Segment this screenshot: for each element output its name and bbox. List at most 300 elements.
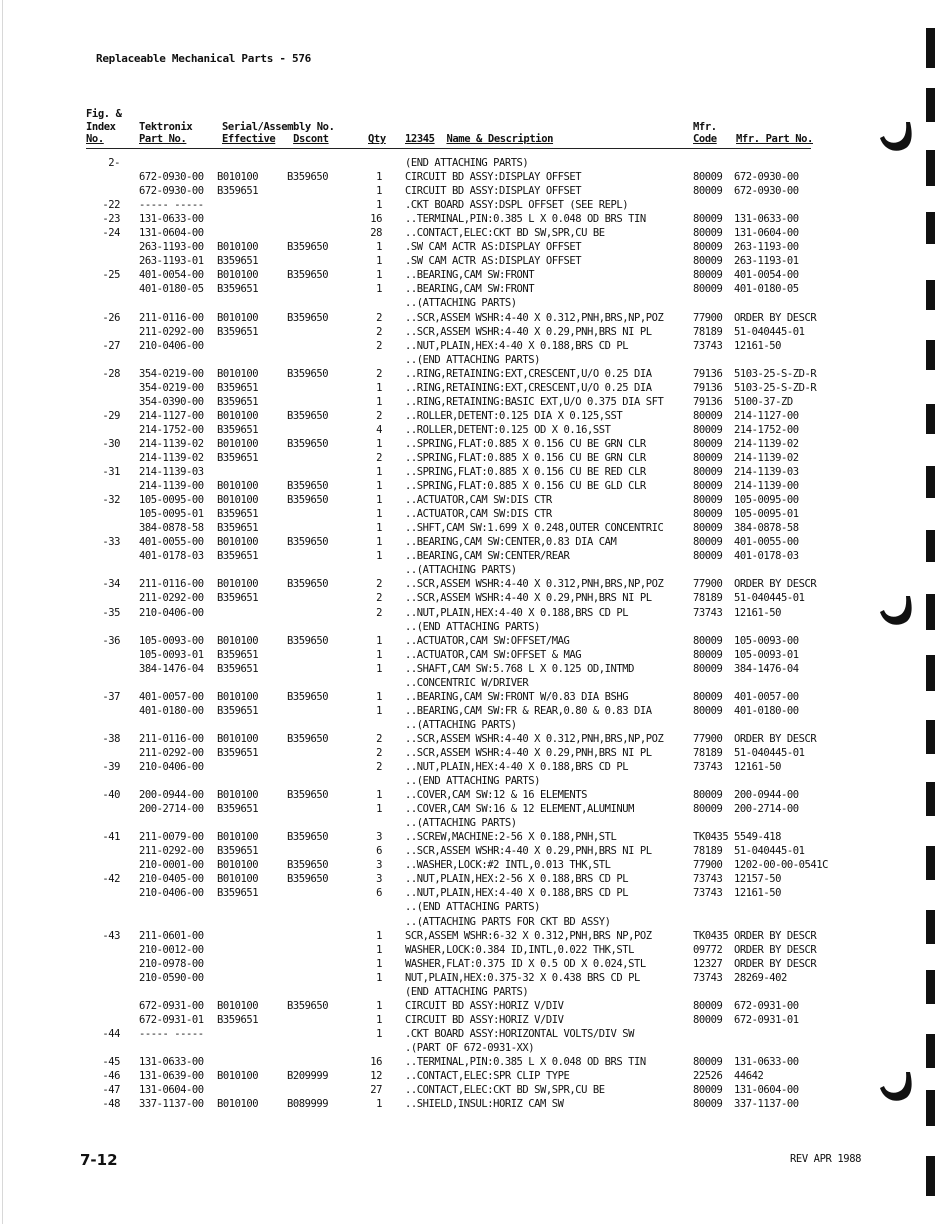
serial-discontinued-cell: B359650 [287, 732, 329, 745]
serial-effective-cell: B359651 [217, 746, 259, 759]
table-row [0, 732, 950, 746]
fig-index-cell: -40 [102, 789, 120, 802]
table-row [0, 816, 950, 830]
tektronix-part-number-cell: 354-0219-00 [139, 367, 204, 380]
fig-index-cell: -26 [102, 311, 120, 324]
mfr-part-number-cell: 263-1193-00 [734, 241, 799, 254]
name-description-cell: ..RING,RETAINING:EXT,CRESCENT,U/O 0.25 DIA [405, 381, 652, 394]
serial-discontinued-cell: B359650 [287, 480, 329, 493]
name-description-cell: ..SPRING,FLAT:0.885 X 0.156 CU BE GLD CLR [405, 480, 646, 493]
name-description-cell: ..CONTACT,ELEC:CKT BD SW,SPR,CU BE [405, 1084, 605, 1097]
serial-effective-cell: B010100 [217, 732, 259, 745]
table-row [0, 802, 950, 816]
serial-effective-cell: B010100 [217, 494, 259, 507]
fig-index-cell: -28 [102, 367, 120, 380]
quantity-cell: 1 [376, 381, 382, 394]
table-row [0, 549, 950, 563]
quantity-cell: 2 [376, 578, 382, 591]
mfr-code-cell: 73743 [693, 339, 723, 352]
fig-index-cell: -22 [102, 199, 120, 212]
fig-index-cell: -44 [102, 1027, 120, 1040]
name-description-cell: ..COVER,CAM SW:12 & 16 ELEMENTS [405, 789, 588, 802]
table-row [0, 282, 950, 296]
quantity-cell: 2 [376, 451, 382, 464]
mfr-part-number-cell: 672-0931-01 [734, 1013, 799, 1026]
tektronix-part-number-cell: 210-0590-00 [139, 971, 204, 984]
quantity-cell: 1 [376, 957, 382, 970]
mfr-code-cell: 78189 [693, 325, 723, 338]
name-description-cell: CIRCUIT BD ASSY:DISPLAY OFFSET [405, 185, 582, 198]
mfr-part-number-cell: 12161-50 [734, 339, 781, 352]
mfr-part-number-cell: 5100-37-ZD [734, 395, 793, 408]
edge-mark [926, 88, 935, 122]
mfr-code-cell: 80009 [693, 522, 723, 535]
serial-discontinued-cell: B359650 [287, 437, 329, 450]
mfr-code-cell: 80009 [693, 1013, 723, 1026]
tektronix-part-number-cell: 214-1127-00 [139, 409, 204, 422]
table-row [0, 985, 950, 999]
mfr-part-number-cell: 401-0178-03 [734, 550, 799, 563]
fig-index-cell: -41 [102, 831, 120, 844]
table-row [0, 858, 950, 872]
mfr-code-cell: 80009 [693, 241, 723, 254]
table-row [0, 493, 950, 507]
table-row [0, 184, 950, 198]
edge-mark [926, 466, 935, 498]
mfr-part-number-cell: 105-0093-01 [734, 648, 799, 661]
serial-discontinued-cell: B359650 [287, 789, 329, 802]
mfr-part-number-cell: 12157-50 [734, 873, 781, 886]
name-description-cell: CIRCUIT BD ASSY:HORIZ V/DIV [405, 999, 564, 1012]
table-row [0, 648, 950, 662]
table-row [0, 451, 950, 465]
revision-date: REV APR 1988 [790, 1153, 862, 1165]
fig-index-cell: -36 [102, 634, 120, 647]
name-description-cell: ..NUT,PLAIN,HEX:2-56 X 0.188,BRS CD PL [405, 873, 629, 886]
mfr-part-number-cell: ORDER BY DESCR [734, 957, 817, 970]
serial-effective-cell: B010100 [217, 536, 259, 549]
edge-mark [926, 910, 935, 944]
tektronix-part-number-cell: 401-0178-03 [139, 550, 204, 563]
mfr-part-number-cell: 44642 [734, 1070, 764, 1083]
quantity-cell: 1 [376, 648, 382, 661]
tektronix-part-number-cell: 210-0406-00 [139, 606, 204, 619]
quantity-cell: 6 [376, 845, 382, 858]
serial-discontinued-cell: B359650 [287, 690, 329, 703]
binder-hook-icon [876, 1066, 916, 1110]
tektronix-part-number-cell: 211-0116-00 [139, 732, 204, 745]
table-row [0, 676, 950, 690]
table-row [0, 1027, 950, 1041]
quantity-cell: 2 [376, 606, 382, 619]
tektronix-part-number-cell: 200-2714-00 [139, 803, 204, 816]
fig-index-cell: -47 [102, 1084, 120, 1097]
mfr-part-number-cell: 214-1139-03 [734, 466, 799, 479]
name-description-cell: ..SCR,ASSEM WSHR:4-40 X 0.29,PNH,BRS NI PL [405, 746, 652, 759]
mfr-part-number-cell: 131-0604-00 [734, 1084, 799, 1097]
name-description-cell: ..ACTUATOR,CAM SW:OFFSET & MAG [405, 648, 582, 661]
quantity-cell: 1 [376, 283, 382, 296]
name-description-cell: ..SCREW,MACHINE:2-56 X 0.188,PNH,STL [405, 831, 617, 844]
name-description-cell: ..CONCENTRIC W/DRIVER [405, 676, 529, 689]
quantity-cell: 1 [376, 437, 382, 450]
mfr-code-cell: 79136 [693, 395, 723, 408]
mfr-code-cell: 73743 [693, 606, 723, 619]
serial-discontinued-cell: B359650 [287, 536, 329, 549]
tektronix-part-number-cell: 214-1752-00 [139, 423, 204, 436]
edge-mark [926, 655, 935, 691]
tektronix-part-number-cell: 672-0931-01 [139, 1013, 204, 1026]
mfr-part-number-cell: 131-0633-00 [734, 213, 799, 226]
mfr-code-cell: 80009 [693, 269, 723, 282]
tektronix-part-number-cell: 210-0406-00 [139, 761, 204, 774]
mfr-code-cell: 73743 [693, 971, 723, 984]
edge-mark [926, 1156, 935, 1196]
tektronix-part-number-cell: 211-0292-00 [139, 746, 204, 759]
mfr-part-number-cell: ORDER BY DESCR [734, 578, 817, 591]
mfr-code-cell: 73743 [693, 873, 723, 886]
name-description-cell: ..(END ATTACHING PARTS) [405, 775, 541, 788]
quantity-cell: 1 [376, 1027, 382, 1040]
quantity-cell: 28 [370, 227, 382, 240]
mfr-code-cell: 80009 [693, 1084, 723, 1097]
mfr-code-cell: 80009 [693, 466, 723, 479]
tektronix-part-number-cell: 337-1137-00 [139, 1098, 204, 1111]
tektronix-part-number-cell: ----- ----- [139, 1027, 204, 1040]
mfr-part-number-cell: 263-1193-01 [734, 255, 799, 268]
tektronix-part-number-cell: 401-0055-00 [139, 536, 204, 549]
mfr-part-number-cell: 51-040445-01 [734, 592, 805, 605]
mfr-code-cell: 73743 [693, 761, 723, 774]
serial-discontinued-cell: B359650 [287, 831, 329, 844]
name-description-cell: ..RING,RETAINING:BASIC EXT,U/O 0.375 DIA SFT [405, 395, 664, 408]
name-description-cell: ..BEARING,CAM SW:FR & REAR,0.80 & 0.83 DIA [405, 704, 652, 717]
quantity-cell: 1 [376, 508, 382, 521]
mfr-part-number-cell: 401-0055-00 [734, 536, 799, 549]
edge-mark [926, 340, 935, 370]
quantity-cell: 1 [376, 255, 382, 268]
edge-mark [926, 28, 935, 68]
name-description-cell: ..(ATTACHING PARTS) [405, 297, 517, 310]
table-row [0, 886, 950, 900]
table-row [0, 1055, 950, 1069]
serial-effective-cell: B010100 [217, 409, 259, 422]
name-description-cell: ..TERMINAL,PIN:0.385 L X 0.048 OD BRS TIN [405, 213, 646, 226]
quantity-cell: 12 [370, 1070, 382, 1083]
name-description-cell: ..(ATTACHING PARTS) [405, 817, 517, 830]
edge-mark [926, 1090, 935, 1126]
table-row [0, 1083, 950, 1097]
serial-effective-cell: B359651 [217, 592, 259, 605]
tektronix-part-number-cell: 105-0093-01 [139, 648, 204, 661]
page-header: Replaceable Mechanical Parts - 576 [96, 52, 311, 65]
table-row [0, 577, 950, 591]
mfr-part-number-cell: 51-040445-01 [734, 325, 805, 338]
name-description-cell: ..(ATTACHING PARTS) [405, 718, 517, 731]
quantity-cell: 3 [376, 859, 382, 872]
fig-index-cell: -31 [102, 466, 120, 479]
tektronix-part-number-cell: 263-1193-01 [139, 255, 204, 268]
name-description-cell: .SW CAM ACTR AS:DISPLAY OFFSET [405, 255, 582, 268]
mfr-part-number-cell: 131-0633-00 [734, 1056, 799, 1068]
table-row [0, 198, 950, 212]
name-description-cell: ..ACTUATOR,CAM SW:DIS CTR [405, 494, 552, 507]
serial-effective-cell: B010100 [217, 690, 259, 703]
mfr-part-number-cell: 200-0944-00 [734, 789, 799, 802]
quantity-cell: 1 [376, 1013, 382, 1026]
mfr-part-number-cell: 51-040445-01 [734, 746, 805, 759]
name-description-cell: ..BEARING,CAM SW:FRONT [405, 269, 535, 282]
fig-index-cell: -23 [102, 213, 120, 226]
quantity-cell: 1 [376, 971, 382, 984]
binder-hook-icon [876, 116, 916, 160]
name-description-cell: ..SHFT,CAM SW:1.699 X 0.248,OUTER CONCENTRIC [405, 522, 664, 535]
table-row [0, 240, 950, 254]
name-description-cell: ..CONTACT,ELEC:SPR CLIP TYPE [405, 1070, 570, 1083]
quantity-cell: 1 [376, 803, 382, 816]
tektronix-part-number-cell: 211-0116-00 [139, 578, 204, 591]
quantity-cell: 1 [376, 536, 382, 549]
table-row [0, 606, 950, 620]
quantity-cell: 1 [376, 466, 382, 479]
serial-discontinued-cell: B359650 [287, 241, 329, 254]
table-row [0, 268, 950, 282]
table-row [0, 830, 950, 844]
fig-index-cell: -43 [102, 929, 120, 942]
mfr-part-number-cell: 401-0057-00 [734, 690, 799, 703]
serial-discontinued-cell: B359650 [287, 494, 329, 507]
table-row [0, 957, 950, 971]
mfr-part-number-cell: 214-1752-00 [734, 423, 799, 436]
name-description-cell: WASHER,FLAT:0.375 ID X 0.5 OD X 0.024,STL [405, 957, 646, 970]
serial-effective-cell: B010100 [217, 873, 259, 886]
mfr-code-cell: 80009 [693, 803, 723, 816]
serial-discontinued-cell: B359650 [287, 873, 329, 886]
tektronix-part-number-cell: 401-0054-00 [139, 269, 204, 282]
table-row [0, 704, 950, 718]
edge-mark [926, 1034, 935, 1068]
mfr-part-number-cell: ORDER BY DESCR [734, 311, 817, 324]
tektronix-part-number-cell: 214-1139-00 [139, 480, 204, 493]
mfr-code-cell: 12327 [693, 957, 723, 970]
fig-index-cell: -33 [102, 536, 120, 549]
serial-effective-cell: B359651 [217, 887, 259, 900]
mfr-part-number-cell: 337-1137-00 [734, 1098, 799, 1111]
name-description-cell: ..WASHER,LOCK:#2 INTL,0.013 THK,STL [405, 859, 611, 872]
table-row [0, 900, 950, 914]
fig-index-cell: -45 [102, 1056, 120, 1068]
tektronix-part-number-cell: 672-0930-00 [139, 185, 204, 198]
fig-index-cell: -25 [102, 269, 120, 282]
mfr-part-number-cell: 672-0930-00 [734, 185, 799, 198]
tektronix-part-number-cell: 105-0093-00 [139, 634, 204, 647]
table-row [0, 760, 950, 774]
qty-header: Qty [368, 133, 386, 145]
table-row [0, 1041, 950, 1055]
mfr-part-number-cell: 12161-50 [734, 887, 781, 900]
serial-discontinued-cell: B359650 [287, 171, 329, 184]
mfr-part-number-cell: ORDER BY DESCR [734, 943, 817, 956]
serial-effective-cell: B359651 [217, 508, 259, 521]
mfr-part-number-cell: 5549-418 [734, 831, 781, 844]
mfr-code-cell: 80009 [693, 704, 723, 717]
serial-effective-cell: B359651 [217, 325, 259, 338]
mfr-part-number-cell: 672-0930-00 [734, 171, 799, 184]
quantity-cell: 1 [376, 662, 382, 675]
name-description-header: 12345 Name & Description [405, 133, 554, 145]
quantity-cell: 2 [376, 409, 382, 422]
table-row [0, 507, 950, 521]
serial-effective-cell: B359651 [217, 803, 259, 816]
edge-mark [926, 846, 935, 880]
mfr-code-cell: 77900 [693, 311, 723, 324]
table-row [0, 915, 950, 929]
mfr-part-number-cell: 401-0054-00 [734, 269, 799, 282]
edge-mark [926, 530, 935, 562]
name-description-cell: ..(ATTACHING PARTS) [405, 564, 517, 577]
quantity-cell: 16 [370, 213, 382, 226]
quantity-cell: 2 [376, 367, 382, 380]
serial-effective-cell: B010100 [217, 480, 259, 493]
mfr-part-number-cell: 5103-25-S-ZD-R [734, 367, 817, 380]
name-description-cell: (END ATTACHING PARTS) [405, 985, 529, 998]
fig-index-cell: -42 [102, 873, 120, 886]
quantity-cell: 1 [376, 634, 382, 647]
page-number: 7-12 [80, 1151, 118, 1169]
mfr-code-cell: 80009 [693, 255, 723, 268]
name-description-cell: ..SCR,ASSEM WSHR:4-40 X 0.312,PNH,BRS,NP,POZ [405, 578, 664, 591]
name-description-cell: ..RING,RETAINING:EXT,CRESCENT,U/O 0.25 DIA [405, 367, 652, 380]
table-row [0, 690, 950, 704]
name-description-cell: ..(END ATTACHING PARTS) [405, 353, 541, 366]
tektronix-part-number-cell: 210-0406-00 [139, 339, 204, 352]
edge-mark [926, 150, 935, 186]
name-description-cell: .CKT BOARD ASSY:DSPL OFFSET (SEE REPL) [405, 199, 629, 212]
tektronix-part-number-cell: 211-0601-00 [139, 929, 204, 942]
table-row [0, 746, 950, 760]
table-row [0, 296, 950, 310]
mfr-code-cell: 80009 [693, 999, 723, 1012]
quantity-cell: 1 [376, 789, 382, 802]
quantity-cell: 1 [376, 199, 382, 212]
serial-effective-cell: B359651 [217, 550, 259, 563]
name-description-cell: ..BEARING,CAM SW:FRONT W/0.83 DIA BSHG [405, 690, 629, 703]
table-row [0, 521, 950, 535]
table-row [0, 872, 950, 886]
name-description-cell: ..SCR,ASSEM WSHR:4-40 X 0.29,PNH,BRS NI PL [405, 592, 652, 605]
mfr-part-number-cell: 12161-50 [734, 761, 781, 774]
table-row [0, 929, 950, 943]
name-description-cell: ..(END ATTACHING PARTS) [405, 901, 541, 914]
name-description-cell: (END ATTACHING PARTS) [405, 157, 529, 169]
name-description-cell: ..COVER,CAM SW:16 & 12 ELEMENT,ALUMINUM [405, 803, 634, 816]
quantity-cell: 2 [376, 732, 382, 745]
serial-effective-cell: B010100 [217, 578, 259, 591]
serial-effective-cell: B010100 [217, 1070, 259, 1083]
table-row [0, 1097, 950, 1111]
edge-mark [926, 782, 935, 816]
table-row [0, 479, 950, 493]
table-row [0, 423, 950, 437]
table-row [0, 212, 950, 226]
mfr-code-cell: 80009 [693, 550, 723, 563]
serial-effective-cell: B010100 [217, 241, 259, 254]
table-row [0, 971, 950, 985]
table-row [0, 311, 950, 325]
serial-effective-cell: B010100 [217, 999, 259, 1012]
mfr-code-cell: 80009 [693, 662, 723, 675]
fig-index-cell: -38 [102, 732, 120, 745]
quantity-cell: 2 [376, 325, 382, 338]
table-row [0, 634, 950, 648]
name-description-cell: ..SPRING,FLAT:0.885 X 0.156 CU BE RED CLR [405, 466, 646, 479]
table-row [0, 254, 950, 268]
name-description-cell: ..(END ATTACHING PARTS) [405, 620, 541, 633]
fig-index-cell: -39 [102, 761, 120, 774]
mfr-code-cell: 80009 [693, 494, 723, 507]
quantity-cell: 4 [376, 423, 382, 436]
serial-effective-cell: B010100 [217, 437, 259, 450]
header-rule [86, 148, 811, 149]
name-description-cell: ..ACTUATOR,CAM SW:OFFSET/MAG [405, 634, 570, 647]
fig-index-cell: -30 [102, 437, 120, 450]
name-description-cell: ..ROLLER,DETENT:0.125 OD X 0.16,SST [405, 423, 611, 436]
mfr-part-number-cell: 214-1139-02 [734, 451, 799, 464]
mfr-code-cell: 80009 [693, 789, 723, 802]
fig-index-cell: -24 [102, 227, 120, 240]
serial-effective-cell: B359651 [217, 423, 259, 436]
quantity-cell: 27 [370, 1084, 382, 1097]
quantity-cell: 1 [376, 690, 382, 703]
mfr-part-number-cell: 200-2714-00 [734, 803, 799, 816]
table-row [0, 395, 950, 409]
mfr-code-cell: 78189 [693, 845, 723, 858]
mfr-code-cell: 80009 [693, 634, 723, 647]
tektronix-part-number-cell: 131-0633-00 [139, 213, 204, 226]
table-row [0, 535, 950, 549]
mfr-code-cell: 80009 [693, 423, 723, 436]
fig-index-cell: -37 [102, 690, 120, 703]
serial-effective-cell: B359651 [217, 845, 259, 858]
tektronix-part-number-cell: 214-1139-02 [139, 451, 204, 464]
name-description-cell: ..NUT,PLAIN,HEX:4-40 X 0.188,BRS CD PL [405, 606, 629, 619]
name-description-cell: ..BEARING,CAM SW:CENTER,0.83 DIA CAM [405, 536, 617, 549]
fig-index-cell: -34 [102, 578, 120, 591]
mfr-code-cell: 80009 [693, 213, 723, 226]
name-description-cell: WASHER,LOCK:0.384 ID,INTL,0.022 THK,STL [405, 943, 634, 956]
tektronix-part-number-cell: 131-0604-00 [139, 1084, 204, 1097]
quantity-cell: 1 [376, 480, 382, 493]
name-description-cell: NUT,PLAIN,HEX:0.375-32 X 0.438 BRS CD PL [405, 971, 640, 984]
mfr-code-cell: 80009 [693, 480, 723, 493]
name-description-cell: ..SCR,ASSEM WSHR:4-40 X 0.312,PNH,BRS,NP,POZ [405, 732, 664, 745]
mfr-code-cell: 79136 [693, 367, 723, 380]
quantity-cell: 1 [376, 929, 382, 942]
mfr-part-number-cell: 384-1476-04 [734, 662, 799, 675]
mfr-code-cell: 80009 [693, 648, 723, 661]
table-row [0, 1069, 950, 1083]
serial-effective-cell: B359651 [217, 451, 259, 464]
tektronix-part-number-cell: 384-0878-58 [139, 522, 204, 535]
quantity-cell: 1 [376, 494, 382, 507]
serial-discontinued-cell: B359650 [287, 634, 329, 647]
mfr-code-cell: 77900 [693, 578, 723, 591]
tektronix-part-number-cell: 211-0116-00 [139, 311, 204, 324]
table-row [0, 718, 950, 732]
quantity-cell: 1 [376, 943, 382, 956]
tektronix-part-number-cell: 354-0390-00 [139, 395, 204, 408]
serial-effective-cell: B010100 [217, 859, 259, 872]
